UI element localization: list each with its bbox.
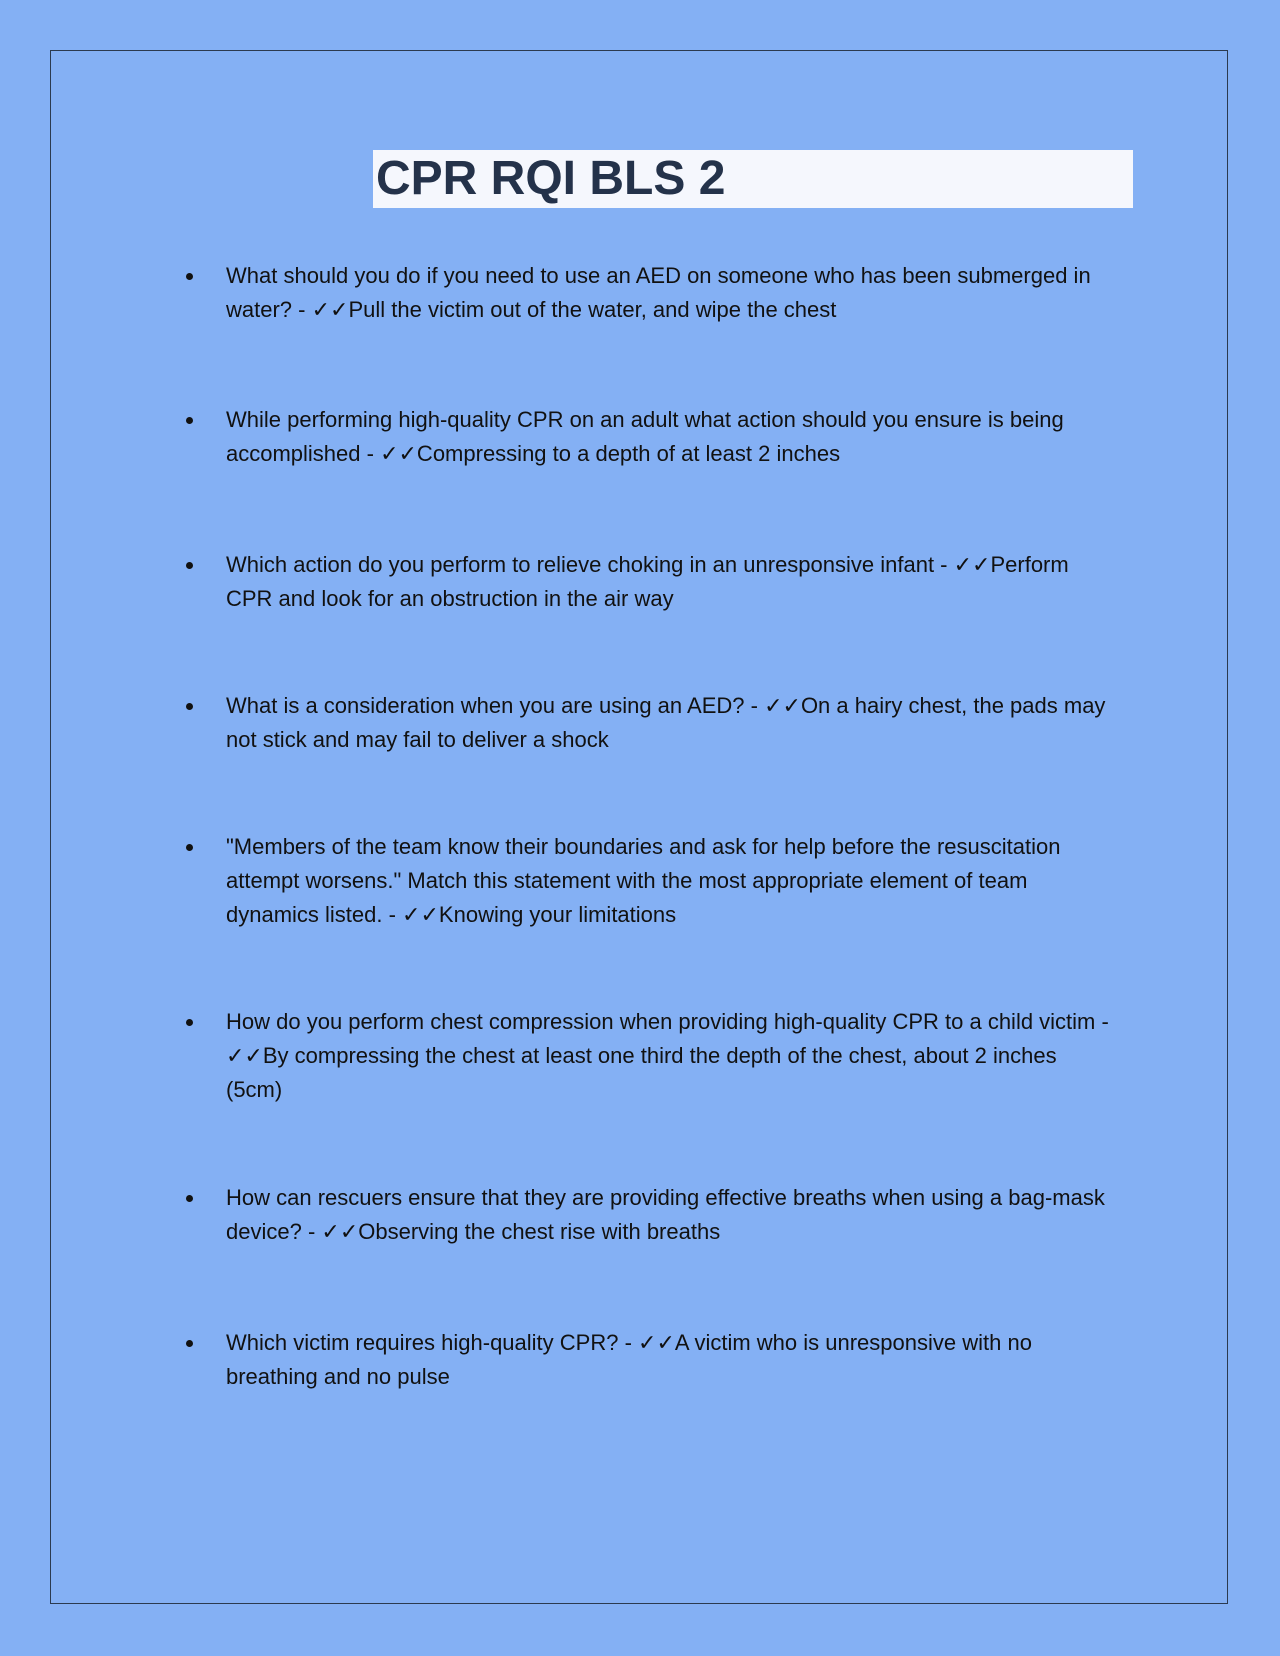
bullet-icon	[186, 844, 193, 851]
bullet-icon	[186, 1019, 193, 1026]
document-title: CPR RQI BLS 2	[376, 152, 726, 205]
qa-text: How can rescuers ensure that they are providing effective breaths when using a bag-mask device? - ✓✓Observing the chest rise with breaths	[226, 1185, 1105, 1244]
bullet-icon	[186, 562, 193, 569]
qa-text: Which victim requires high-quality CPR? - ✓✓A victim who is unresponsive with no breathing and no pulse	[226, 1330, 1032, 1389]
qa-text: What is a consideration when you are using an AED? - ✓✓On a hairy chest, the pads may not stick and may fail to deliver a shock	[226, 693, 1106, 752]
qa-text: While performing high-quality CPR on an adult what action should you ensure is being accomplished - ✓✓Compressing to a depth of at least 2 inches	[226, 407, 1064, 466]
qa-text: What should you do if you need to use an AED on someone who has been submerged in water? - ✓✓Pull the victim out of the water, and wipe the chest	[226, 263, 1091, 322]
qa-text: "Members of the team know their boundaries and ask for help before the resuscitation attempt worsens." Match this statement with the most appropriate element of team dynamics listed. - ✓✓Knowing your limitations	[226, 834, 1061, 927]
qa-text: Which action do you perform to relieve choking in an unresponsive infant - ✓✓Perform CPR and look for an obstruction in the air way	[226, 552, 1069, 611]
qa-text: How do you perform chest compression when providing high-quality CPR to a child victim - ✓✓By compressing the chest at least one third the depth of the chest, about 2 inches (5cm)	[226, 1009, 1109, 1102]
bullet-icon	[186, 273, 193, 280]
bullet-icon	[186, 703, 193, 710]
bullet-icon	[186, 417, 193, 424]
bullet-icon	[186, 1195, 193, 1202]
bullet-icon	[186, 1340, 193, 1347]
title-box	[373, 150, 1133, 208]
